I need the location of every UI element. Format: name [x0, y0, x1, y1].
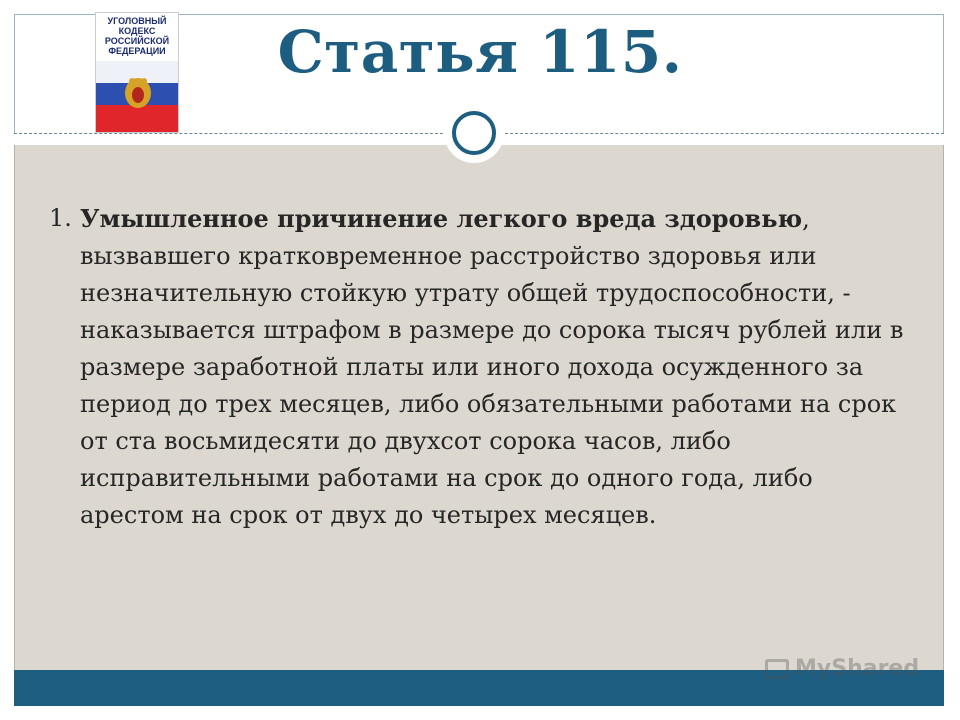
watermark: MyShared	[765, 656, 919, 681]
article-item-number: 1.	[49, 204, 72, 232]
presentation-icon	[765, 659, 789, 679]
article-body: , вызвавшего кратковременное расстройство здоровья или незначительную стойкую утрату общей трудоспособности, - наказывается штрафом в размере до сорока тысяч рублей или в размере заработной платы или иного дохода осужденного за период до трех месяцев, либо обязательными работами на срок от ста восьмидесяти до двухсот сорока часов, либо исправительными работами на срок до одного года, либо арестом на срок от двух до четырех месяцев.	[80, 205, 904, 529]
divider-circle-icon	[444, 103, 504, 163]
article-bold-lead: Умышленное причинение легкого вреда здоровью	[80, 204, 803, 233]
eagle-emblem-icon	[122, 73, 154, 113]
book-cover-text: УГОЛОВНЫЙ КОДЕКС РОССИЙСКОЙ ФЕДЕРАЦИИ	[104, 16, 170, 56]
article-text	[80, 200, 920, 534]
page-title: Статья 115.	[277, 18, 683, 86]
criminal-code-book-icon	[95, 12, 179, 133]
